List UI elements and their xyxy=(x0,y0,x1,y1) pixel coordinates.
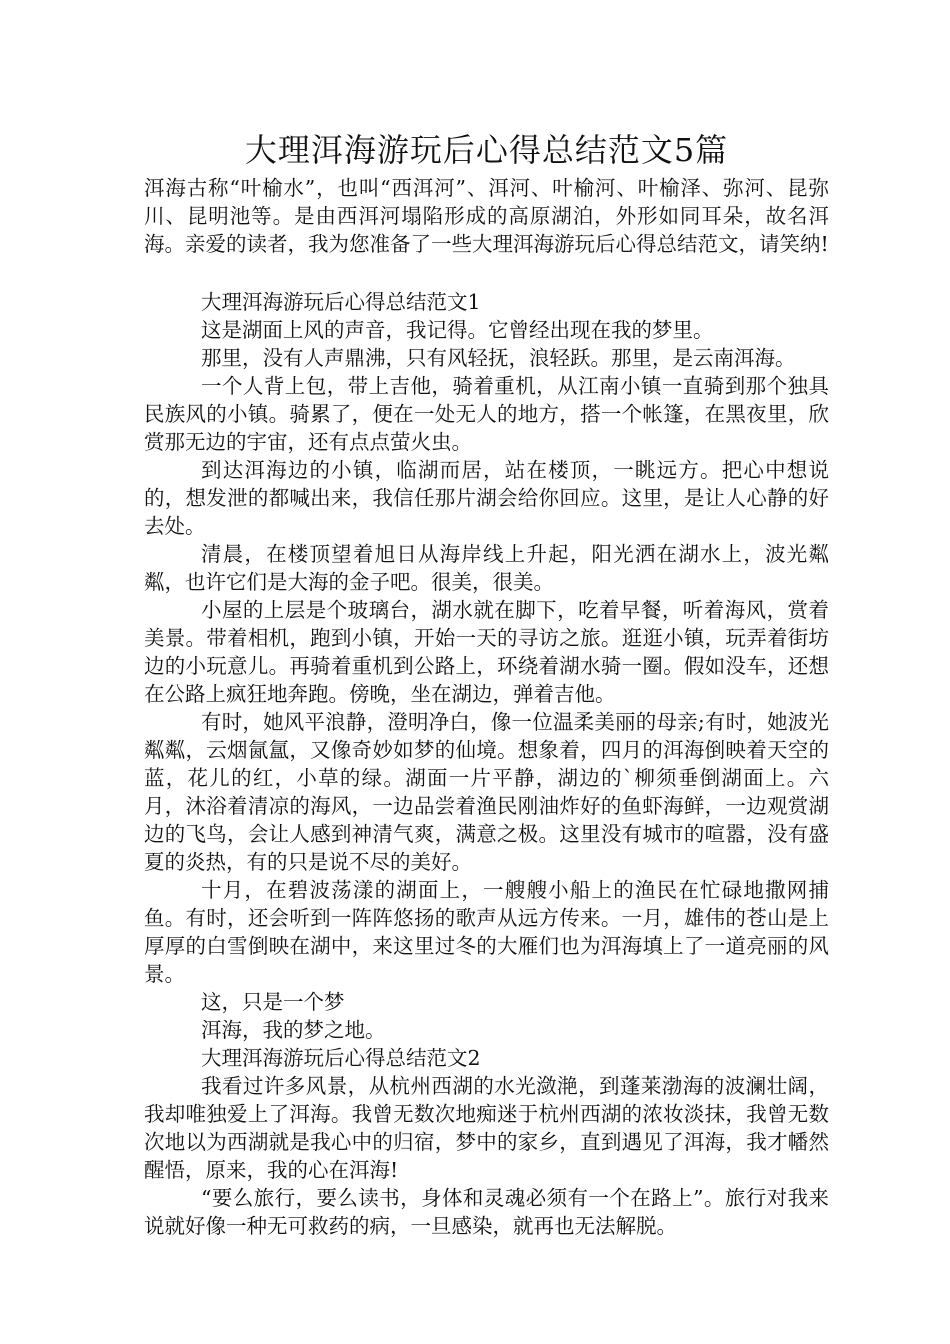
document-title: 大理洱海游玩后心得总结范文5篇 xyxy=(244,131,729,169)
section-2-heading: 大理洱海游玩后心得总结范文2 xyxy=(201,1046,481,1070)
section-1-paragraph: 十月，在碧波荡漾的湖面上，一艘艘小船上的渔民在忙碌地撒网捕鱼。有时，还会听到一阵阵悠扬的歌声从远方传来。一月，雄伟的苍山是上厚厚的白雪倒映在湖中，来这里过冬的大雁们也为洱海填上了一道亮丽的风景。 xyxy=(144,878,829,986)
section-1-paragraph: 到达洱海边的小镇，临湖而居，站在楼顶，一眺远方。把心中想说的，想发泄的都喊出来，我信任那片湖会给你回应。这里，是让人心静的好去处。 xyxy=(144,458,829,538)
paragraph-gap xyxy=(144,258,829,288)
section-2-paragraph: “要么旅行，要么读书，身体和灵魂必须有一个在路上”。旅行对我来说就好像一种无可救药的病，一旦感染，就再也无法解脱。 xyxy=(144,1186,829,1238)
section-1-paragraph: 这是湖面上风的声音，我记得。它曾经出现在我的梦里。 xyxy=(201,318,714,342)
section-1-paragraph: 洱海，我的梦之地。 xyxy=(201,1018,386,1042)
section-1-paragraph: 这，只是一个梦 xyxy=(201,990,345,1014)
section-1-paragraph: 清晨，在楼顶望着旭日从海岸线上升起，阳光洒在湖水上，波光粼粼，也许它们是大海的金子吧。很美，很美。 xyxy=(144,542,829,594)
section-1-paragraph: 小屋的上层是个玻璃台，湖水就在脚下，吃着早餐，听着海风，赏着美景。带着相机，跑到小镇，开始一天的寻访之旅。逛逛小镇，玩弄着街坊边的小玩意儿。再骑着重机到公路上，环绕着湖水骑一圈。假如没车，还想在公路上疯狂地奔跑。傍晚，坐在湖边，弹着吉他。 xyxy=(144,598,829,706)
document-page xyxy=(144,128,829,1240)
section-1-heading: 大理洱海游玩后心得总结范文1 xyxy=(201,290,481,314)
section-1-paragraph: 一个人背上包，带上吉他，骑着重机，从江南小镇一直骑到那个独具民族风的小镇。骑累了，便在一处无人的地方，搭一个帐篷，在黑夜里，欣赏那无边的宇宙，还有点点萤火虫。 xyxy=(144,374,829,454)
section-1-paragraph: 有时，她风平浪静，澄明净白，像一位温柔美丽的母亲;有时，她波光粼粼，云烟氤氲，又像奇妙如梦的仙境。想象着，四月的洱海倒映着天空的蓝，花儿的红，小草的绿。湖面一片平静，湖边的`柳须垂倒湖面上。六月，沐浴着清凉的海风，一边品尝着渔民刚油炸好的鱼虾海鲜，一边观赏湖边的飞鸟，会让人感到神清气爽，满意之极。这里没有城市的喧嚣，没有盛夏的炎热，有的只是说不尽的美好。 xyxy=(144,710,829,874)
section-2-paragraph: 我看过许多风景，从杭州西湖的水光潋滟，到蓬莱渤海的波澜壮阔，我却唯独爱上了洱海。我曾无数次地痴迷于杭州西湖的浓妆淡抹，我曾无数次地以为西湖就是我心中的归宿，梦中的家乡，直到遇见了洱海，我才幡然醒悟，原来，我的心在洱海! xyxy=(144,1074,829,1182)
section-1-paragraph: 那里，没有人声鼎沸，只有风轻抚，浪轻跃。那里，是云南洱海。 xyxy=(201,346,796,370)
intro-paragraph: 洱海古称“叶榆水”，也叫“西洱河”、洱河、叶榆河、叶榆泽、弥河、昆弥川、昆明池等。是由西洱河塌陷形成的高原湖泊，外形如同耳朵，故名洱海。亲爱的读者，我为您准备了一些大理洱海游玩后心得总结范文，请笑纳! xyxy=(144,176,829,256)
